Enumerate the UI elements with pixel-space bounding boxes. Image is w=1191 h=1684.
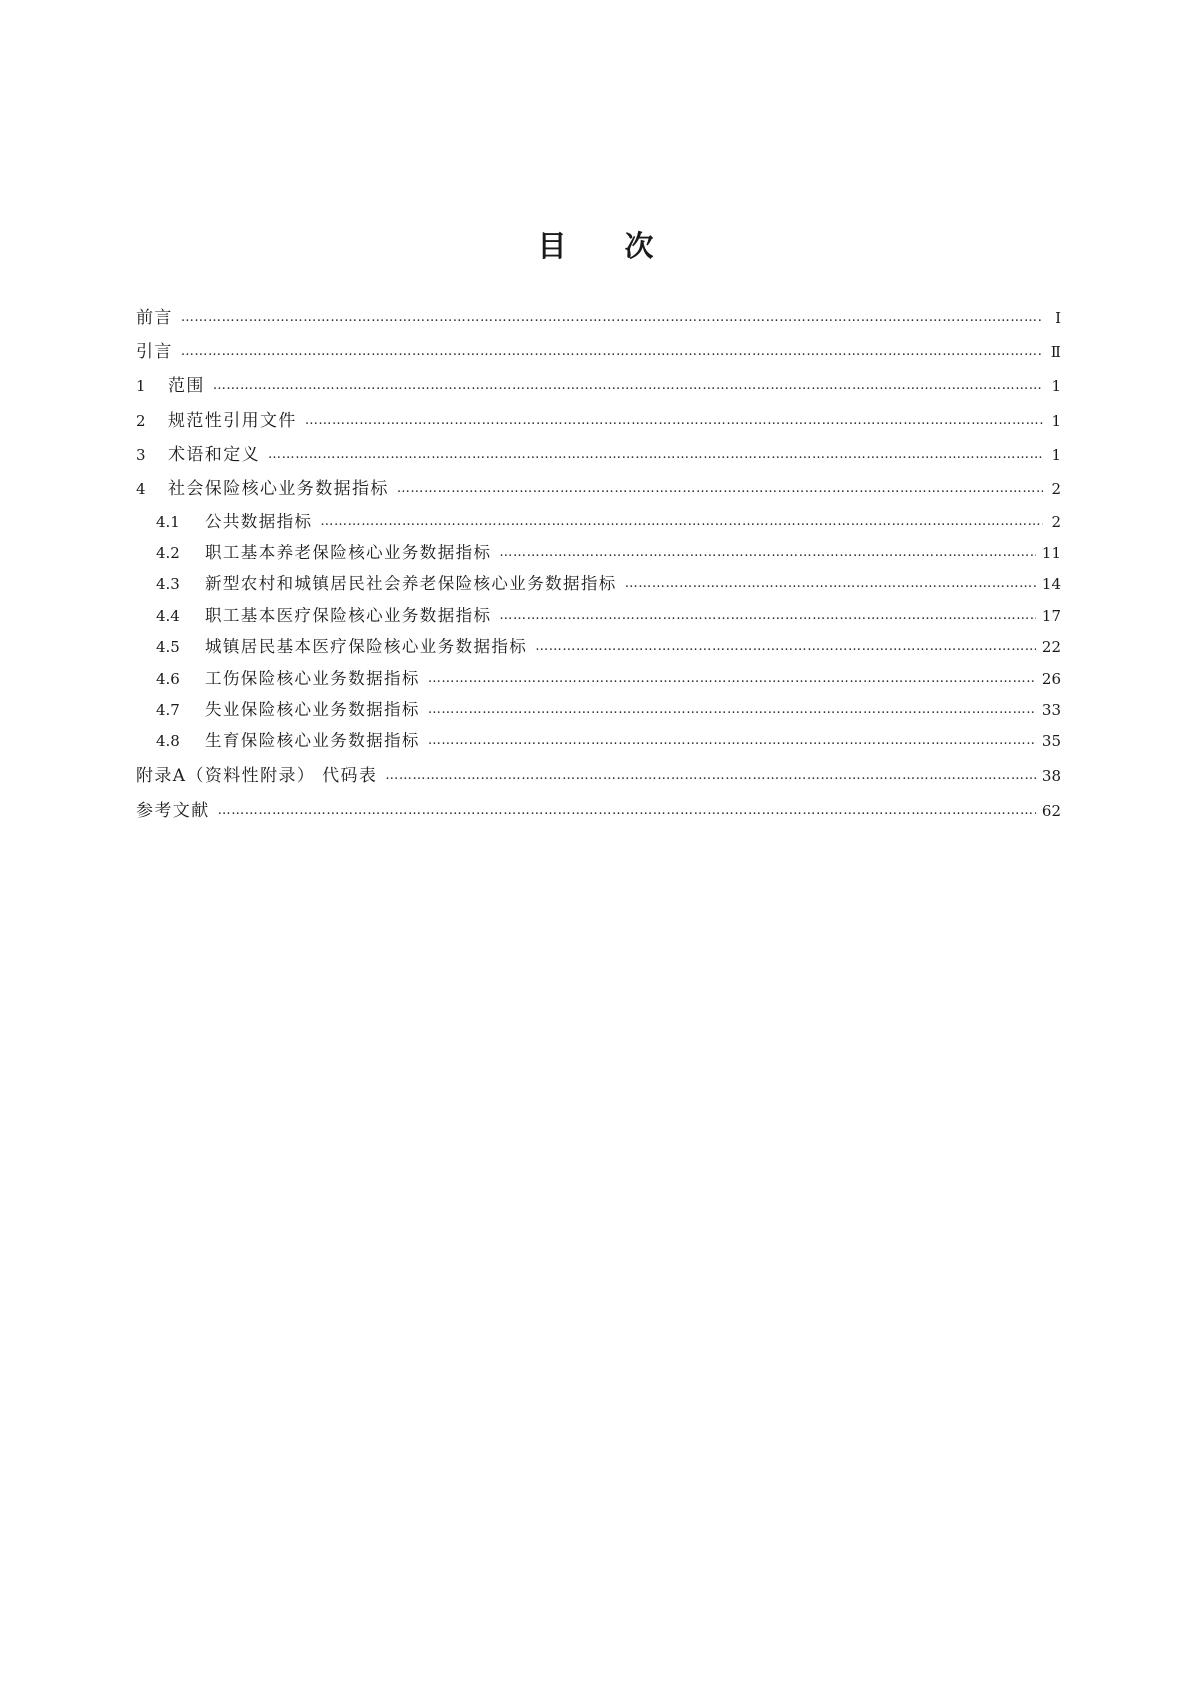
toc-leader-dots (385, 763, 1036, 789)
toc-entry-label: 规范性引用文件 (168, 411, 297, 431)
toc-entry-number: 4.8 (156, 732, 180, 750)
title-char-2: 次 (624, 229, 654, 263)
toc-entry-appendix-a[interactable] (136, 763, 1061, 789)
toc-entry-scope[interactable] (136, 373, 1061, 399)
toc-leader-dots (305, 408, 1043, 434)
toc-leader-dots (625, 571, 1036, 597)
toc-entry-label: 引言 (136, 342, 173, 362)
toc-entry-page: 1 (1051, 446, 1061, 464)
toc-leader-dots (499, 603, 1036, 629)
toc-entry-number: 4.7 (156, 701, 180, 719)
toc-entry-number: 4.2 (156, 544, 180, 562)
toc-entry-number: 4.1 (156, 513, 180, 531)
toc-entry-bibliography[interactable] (136, 798, 1061, 824)
toc-entry-page: 2 (1051, 513, 1061, 531)
toc-leader-dots (320, 509, 1043, 535)
toc-entry-number: 4.5 (156, 638, 180, 656)
toc-entry-page: 1 (1051, 377, 1061, 395)
toc-entry-label: 社会保险核心业务数据指标 (168, 479, 389, 499)
toc-leader-dots (499, 540, 1036, 566)
toc-entry-number: 3 (136, 446, 146, 464)
toc-entry-4-2[interactable] (156, 540, 1061, 566)
toc-entry-page: 17 (1041, 607, 1061, 625)
toc-leader-dots (428, 728, 1036, 754)
toc-entry-page: 14 (1041, 575, 1061, 593)
toc-entry-label: 工伤保险核心业务数据指标 (205, 669, 420, 688)
toc-leader-dots (181, 339, 1043, 365)
toc-entry-number: 1 (136, 377, 146, 395)
toc-entry-number: 2 (136, 412, 146, 430)
toc-entry-number: 4.4 (156, 607, 180, 625)
toc-leader-dots (213, 373, 1043, 399)
toc-entry-4-4[interactable] (156, 603, 1061, 629)
toc-entry-page: 22 (1041, 638, 1061, 656)
toc-entry-number: 4.6 (156, 670, 180, 688)
toc-entry-4-8[interactable] (156, 728, 1061, 754)
toc-leader-dots (397, 476, 1043, 502)
toc-leader-dots (268, 442, 1043, 468)
toc-entry-core-indicators[interactable] (136, 476, 1061, 502)
toc-entry-4-6[interactable] (156, 666, 1061, 692)
toc-entry-number: 4 (136, 480, 146, 498)
toc-entry-page: 33 (1041, 701, 1061, 719)
toc-entry-label: 新型农村和城镇居民社会养老保险核心业务数据指标 (205, 574, 617, 593)
toc-entry-terms-definitions[interactable] (136, 442, 1061, 468)
toc-leader-dots (428, 666, 1036, 692)
toc-leader-dots (218, 798, 1036, 824)
toc-entry-foreword[interactable] (136, 305, 1061, 331)
toc-entry-label: 职工基本养老保险核心业务数据指标 (205, 543, 492, 562)
toc-entry-label: 职工基本医疗保险核心业务数据指标 (205, 606, 492, 625)
toc-entry-label: 城镇居民基本医疗保险核心业务数据指标 (205, 637, 528, 656)
toc-leader-dots (535, 634, 1036, 660)
toc-entry-label: 范围 (168, 376, 205, 396)
toc-entry-page: 2 (1051, 480, 1061, 498)
toc-entry-label: 附录A（资料性附录） 代码表 (136, 766, 378, 786)
title-char-1: 目 (537, 229, 567, 263)
toc-entry-label: 前言 (136, 308, 173, 328)
toc-entry-4-1[interactable] (156, 509, 1061, 535)
toc-entry-page: 38 (1041, 767, 1061, 785)
toc-entry-page: 62 (1041, 802, 1061, 820)
toc-entry-page: 11 (1041, 544, 1061, 562)
toc-entry-label: 术语和定义 (168, 445, 260, 465)
table-of-contents (136, 0, 1061, 900)
toc-entry-number: 4.3 (156, 575, 180, 593)
toc-entry-page: Ⅱ (1050, 343, 1061, 361)
toc-entry-label: 参考文献 (136, 801, 210, 821)
toc-leader-dots (181, 305, 1043, 331)
toc-entry-4-3[interactable] (156, 571, 1061, 597)
toc-entry-normative-references[interactable] (136, 408, 1061, 434)
toc-entry-4-7[interactable] (156, 697, 1061, 723)
toc-entry-4-5[interactable] (156, 634, 1061, 660)
toc-entry-label: 公共数据指标 (205, 512, 313, 531)
toc-leader-dots (428, 697, 1036, 723)
toc-entry-label: 生育保险核心业务数据指标 (205, 731, 420, 750)
toc-entry-introduction[interactable] (136, 339, 1061, 365)
toc-entry-label: 失业保险核心业务数据指标 (205, 700, 420, 719)
toc-entry-page: 35 (1041, 732, 1061, 750)
toc-entry-page: 26 (1041, 670, 1061, 688)
toc-entry-page: 1 (1051, 412, 1061, 430)
toc-entry-page: Ⅰ (1055, 309, 1061, 327)
